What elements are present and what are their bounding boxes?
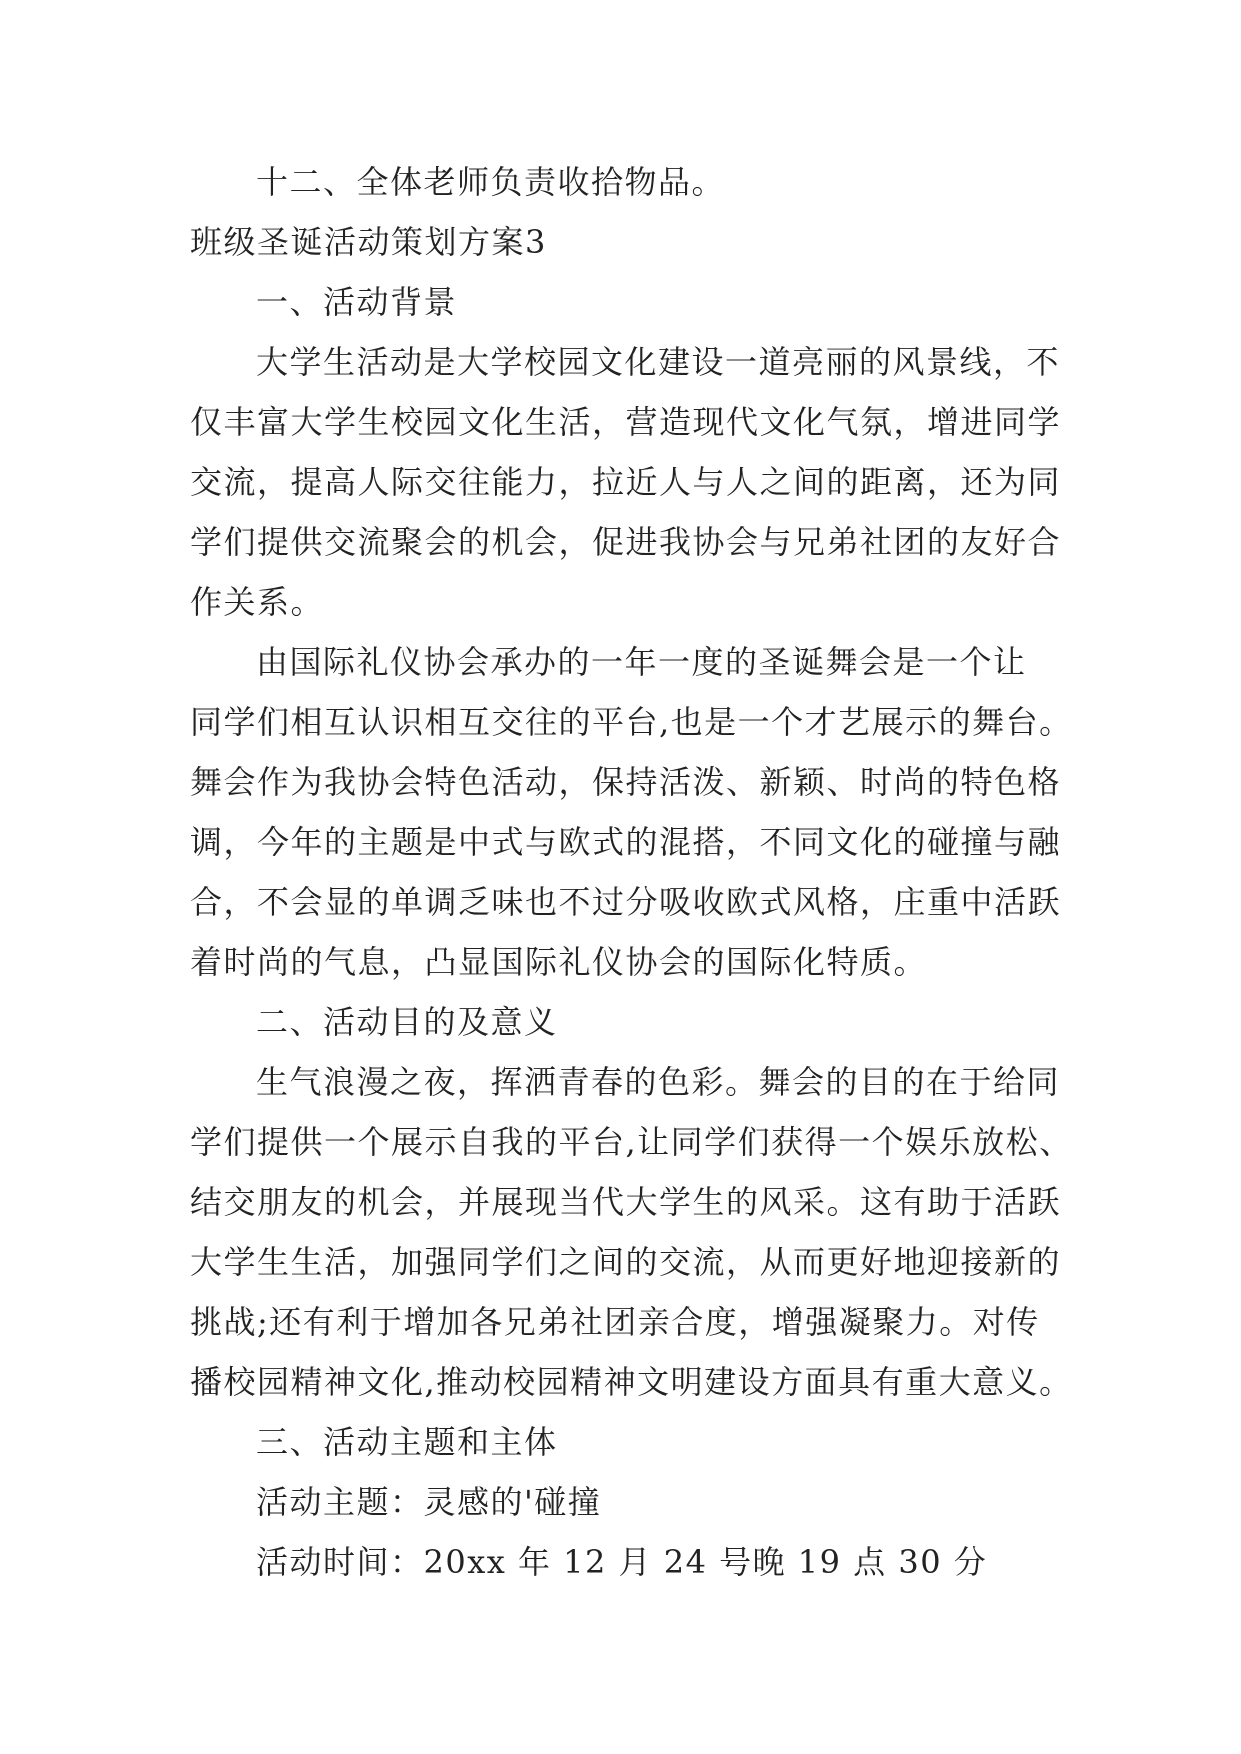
paragraph-line: 同学们相互认识相互交往的平台,也是一个才艺展示的舞台。 bbox=[190, 703, 1073, 741]
paragraph-line: 调，今年的主题是中式与欧式的混搭，不同文化的碰撞与融 bbox=[190, 823, 1062, 861]
paragraph-line: 播校园精神文化,推动校园精神文明建设方面具有重大意义。 bbox=[190, 1363, 1073, 1401]
paragraph-line: 舞会作为我协会特色活动，保持活泼、新颖、时尚的特色格 bbox=[190, 763, 1062, 801]
paragraph-line: 着时尚的气息，凸显国际礼仪协会的国际化特质。 bbox=[190, 943, 928, 981]
paragraph-line: 挑战;还有利于增加各兄弟社团亲合度，增强凝聚力。对传 bbox=[190, 1303, 1040, 1341]
paragraph-line: 合，不会显的单调乏味也不过分吸收欧式风格，庄重中活跃 bbox=[190, 883, 1062, 921]
paragraph-line: 由国际礼仪协会承办的一年一度的圣诞舞会是一个让 bbox=[256, 643, 1027, 681]
text-line-item-12: 十二、全体老师负责收拾物品。 bbox=[256, 163, 726, 201]
paragraph-line: 结交朋友的机会，并展现当代大学生的风采。这有助于活跃 bbox=[190, 1183, 1062, 1221]
paragraph-line: 学们提供一个展示自我的平台,让同学们获得一个娱乐放松、 bbox=[190, 1123, 1073, 1161]
paragraph-line: 大学生活动是大学校园文化建设一道亮丽的风景线，不 bbox=[256, 343, 1061, 381]
paragraph-line: 生气浪漫之夜，挥洒青春的色彩。舞会的目的在于给同 bbox=[256, 1063, 1061, 1101]
paragraph-line: 大学生生活，加强同学们之间的交流，从而更好地迎接新的 bbox=[190, 1243, 1062, 1281]
heading-purpose: 二、活动目的及意义 bbox=[256, 1003, 558, 1041]
paragraph-line: 仅丰富大学生校园文化生活，营造现代文化气氛，增进同学 bbox=[190, 403, 1062, 441]
paragraph-line: 交流，提高人际交往能力，拉近人与人之间的距离，还为同 bbox=[190, 463, 1062, 501]
paragraph-line: 作关系。 bbox=[190, 583, 325, 621]
heading-theme: 三、活动主题和主体 bbox=[256, 1423, 558, 1461]
document-section-title: 班级圣诞活动策划方案3 bbox=[190, 223, 547, 261]
activity-theme: 活动主题：灵感的'碰撞 bbox=[256, 1483, 602, 1521]
heading-background: 一、活动背景 bbox=[256, 283, 458, 321]
paragraph-line: 学们提供交流聚会的机会，促进我协会与兄弟社团的友好合 bbox=[190, 523, 1062, 561]
activity-time: 活动时间：20xx 年 12 月 24 号晚 19 点 30 分 bbox=[256, 1543, 988, 1581]
